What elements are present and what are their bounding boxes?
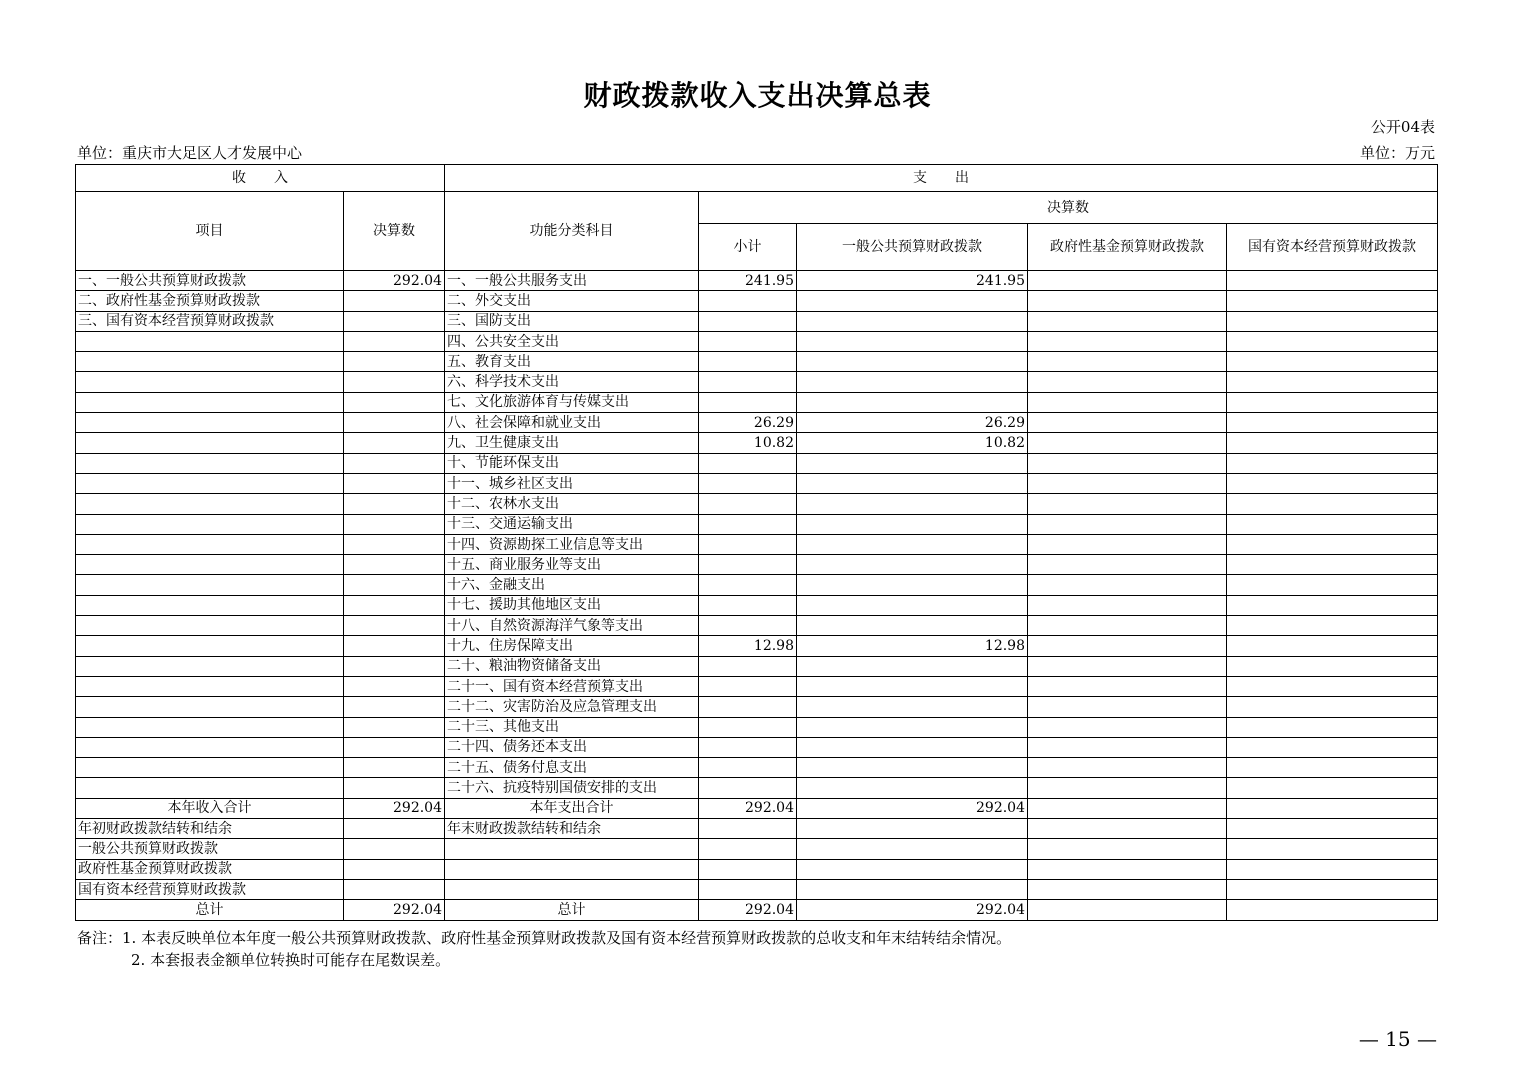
expense-subtotal: 26.29 xyxy=(699,413,797,433)
expense-item: 六、科学技术支出 xyxy=(445,372,699,392)
expense-subtotal xyxy=(699,778,797,798)
grand-total-row xyxy=(76,900,1438,920)
expense-state-capital xyxy=(1227,372,1438,392)
expense-item: 十、节能环保支出 xyxy=(445,453,699,473)
income-total-label: 本年收入合计 xyxy=(76,798,344,818)
expense-general-budget xyxy=(797,656,1028,676)
expense-item: 二十二、灾害防治及应急管理支出 xyxy=(445,697,699,717)
income-item xyxy=(76,636,344,656)
carryover-income-item: 年初财政拨款结转和结余 xyxy=(76,819,344,839)
expense-gov-fund xyxy=(1028,514,1227,534)
expense-gov-fund xyxy=(1028,311,1227,331)
table-row xyxy=(76,413,1438,433)
income-item xyxy=(76,413,344,433)
income-amount xyxy=(344,676,445,696)
income-amount xyxy=(344,514,445,534)
carryover-expense-amount xyxy=(1227,859,1438,879)
expense-general-budget xyxy=(797,494,1028,514)
table-row xyxy=(76,676,1438,696)
income-item xyxy=(76,473,344,493)
income-item xyxy=(76,575,344,595)
expense-gov-fund xyxy=(1028,534,1227,554)
income-amount xyxy=(344,656,445,676)
expense-general-budget xyxy=(797,514,1028,534)
expense-item: 九、卫生健康支出 xyxy=(445,433,699,453)
carryover-expense-amount xyxy=(1028,839,1227,859)
income-total-label: 总计 xyxy=(76,900,344,920)
table-row xyxy=(76,392,1438,412)
expense-item: 二十五、债务付息支出 xyxy=(445,758,699,778)
carryover-expense-item xyxy=(445,839,699,859)
expense-item: 十九、住房保障支出 xyxy=(445,636,699,656)
expense-general-budget xyxy=(797,595,1028,615)
table-row xyxy=(76,636,1438,656)
carryover-expense-amount xyxy=(1028,819,1227,839)
expense-gov-fund xyxy=(1028,737,1227,757)
expense-general-budget xyxy=(797,311,1028,331)
table-row xyxy=(76,271,1438,291)
expense-gov-fund xyxy=(1028,413,1227,433)
carryover-expense-item xyxy=(445,879,699,899)
expense-subtotal xyxy=(699,372,797,392)
expense-subtotal xyxy=(699,595,797,615)
expense-state-capital xyxy=(1227,311,1438,331)
income-item xyxy=(76,514,344,534)
expense-state-capital xyxy=(1227,778,1438,798)
expense-gov-fund xyxy=(1028,778,1227,798)
expense-subtotal xyxy=(699,494,797,514)
expense-general-budget xyxy=(797,758,1028,778)
expense-subtotal xyxy=(699,676,797,696)
carryover-income-item: 一般公共预算财政拨款 xyxy=(76,839,344,859)
expense-general-budget xyxy=(797,676,1028,696)
expense-gov-fund xyxy=(1028,616,1227,636)
income-item xyxy=(76,737,344,757)
carryover-expense-amount xyxy=(1028,879,1227,899)
expense-subtotal xyxy=(699,534,797,554)
fiscal-report-table xyxy=(75,164,1438,921)
expense-item: 十三、交通运输支出 xyxy=(445,514,699,534)
expense-general-budget: 26.29 xyxy=(797,413,1028,433)
expense-item: 二、外交支出 xyxy=(445,291,699,311)
income-amount xyxy=(344,494,445,514)
note-line-1: 备注：1. 本表反映单位本年度一般公共预算财政拨款、政府性基金预算财政拨款及国有资本经营预算财政拨款的总收支和年末结转结余情况。 xyxy=(77,929,1012,947)
expense-state-capital xyxy=(1227,555,1438,575)
expense-gov-fund xyxy=(1028,494,1227,514)
notes xyxy=(77,927,1011,971)
expense-item: 十七、援助其他地区支出 xyxy=(445,595,699,615)
carryover-income-amount xyxy=(344,859,445,879)
carryover-row xyxy=(76,879,1438,899)
expense-gov-fund xyxy=(1028,717,1227,737)
expense-gov-fund xyxy=(1028,352,1227,372)
expense-gov-fund xyxy=(1028,697,1227,717)
income-amount xyxy=(344,352,445,372)
carryover-expense-amount xyxy=(1227,819,1438,839)
expense-subtotal xyxy=(699,737,797,757)
table-row xyxy=(76,656,1438,676)
carryover-expense-amount xyxy=(797,859,1028,879)
expense-item: 三、国防支出 xyxy=(445,311,699,331)
expense-general-budget xyxy=(797,616,1028,636)
income-total-amount: 292.04 xyxy=(344,900,445,920)
carryover-income-amount xyxy=(344,839,445,859)
table-row xyxy=(76,737,1438,757)
expense-subtotal xyxy=(699,453,797,473)
table-row xyxy=(76,433,1438,453)
expense-general-budget xyxy=(797,737,1028,757)
expense-state-capital xyxy=(1227,473,1438,493)
table-row xyxy=(76,311,1438,331)
expense-general-budget: 12.98 xyxy=(797,636,1028,656)
carryover-row xyxy=(76,839,1438,859)
income-item xyxy=(76,697,344,717)
general-budget-header: 一般公共预算财政拨款 xyxy=(797,224,1028,271)
expense-gov-fund xyxy=(1028,636,1227,656)
carryover-expense-item: 年末财政拨款结转和结余 xyxy=(445,819,699,839)
income-item xyxy=(76,453,344,473)
expense-item: 十四、资源勘探工业信息等支出 xyxy=(445,534,699,554)
expense-general-budget xyxy=(797,778,1028,798)
income-amount xyxy=(344,413,445,433)
income-amount xyxy=(344,575,445,595)
expense-subtotal xyxy=(699,575,797,595)
income-item: 三、国有资本经营预算财政拨款 xyxy=(76,311,344,331)
income-amount xyxy=(344,331,445,351)
table-row xyxy=(76,758,1438,778)
expense-subtotal xyxy=(699,758,797,778)
expense-state-capital xyxy=(1227,433,1438,453)
expense-gov-fund xyxy=(1028,291,1227,311)
expense-general-budget xyxy=(797,291,1028,311)
income-amount xyxy=(344,737,445,757)
table-row xyxy=(76,616,1438,636)
expense-subtotal: 10.82 xyxy=(699,433,797,453)
expense-gov-fund xyxy=(1028,473,1227,493)
expense-subtotal xyxy=(699,311,797,331)
expense-general-budget xyxy=(797,697,1028,717)
income-amount xyxy=(344,636,445,656)
table-row xyxy=(76,778,1438,798)
income-item xyxy=(76,595,344,615)
expense-subtotal: 241.95 xyxy=(699,271,797,291)
expense-state-capital xyxy=(1227,413,1438,433)
income-item xyxy=(76,616,344,636)
expense-item: 四、公共安全支出 xyxy=(445,331,699,351)
income-amount xyxy=(344,534,445,554)
expense-gov-fund xyxy=(1028,575,1227,595)
expense-total-gov-fund xyxy=(1028,900,1227,920)
form-number: 公开04表 xyxy=(1370,118,1435,136)
expense-item: 十八、自然资源海洋气象等支出 xyxy=(445,616,699,636)
expense-general-budget xyxy=(797,453,1028,473)
expense-subtotal xyxy=(699,392,797,412)
expense-subtotal xyxy=(699,352,797,372)
expense-gov-fund xyxy=(1028,555,1227,575)
income-item xyxy=(76,372,344,392)
expense-item: 十二、农林水支出 xyxy=(445,494,699,514)
table-row xyxy=(76,555,1438,575)
carryover-expense-amount xyxy=(699,879,797,899)
table-row xyxy=(76,494,1438,514)
income-amount xyxy=(344,758,445,778)
expense-state-capital xyxy=(1227,534,1438,554)
expense-general-budget xyxy=(797,534,1028,554)
carryover-income-item: 国有资本经营预算财政拨款 xyxy=(76,879,344,899)
expense-subtotal: 12.98 xyxy=(699,636,797,656)
table-row xyxy=(76,514,1438,534)
expense-general-budget xyxy=(797,473,1028,493)
currency-unit: 单位：万元 xyxy=(1359,144,1435,162)
expense-total-general-budget: 292.04 xyxy=(797,798,1028,818)
expense-state-capital xyxy=(1227,697,1438,717)
expense-state-capital xyxy=(1227,575,1438,595)
expense-gov-fund xyxy=(1028,595,1227,615)
carryover-expense-amount xyxy=(699,859,797,879)
income-item xyxy=(76,331,344,351)
final-amount-header: 决算数 xyxy=(699,192,1438,224)
expense-state-capital xyxy=(1227,392,1438,412)
expense-general-budget xyxy=(797,555,1028,575)
table-row xyxy=(76,534,1438,554)
income-item: 一、一般公共预算财政拨款 xyxy=(76,271,344,291)
expense-general-budget xyxy=(797,372,1028,392)
expense-state-capital xyxy=(1227,656,1438,676)
amount-header: 决算数 xyxy=(344,192,445,271)
expense-general-budget xyxy=(797,352,1028,372)
expense-subtotal xyxy=(699,514,797,534)
income-item xyxy=(76,392,344,412)
carryover-row xyxy=(76,859,1438,879)
expense-item: 二十四、债务还本支出 xyxy=(445,737,699,757)
expense-subtotal xyxy=(699,331,797,351)
carryover-expense-item xyxy=(445,859,699,879)
expense-gov-fund xyxy=(1028,453,1227,473)
income-amount xyxy=(344,433,445,453)
expense-gov-fund xyxy=(1028,676,1227,696)
expense-subtotal xyxy=(699,717,797,737)
table-row xyxy=(76,697,1438,717)
expense-gov-fund xyxy=(1028,392,1227,412)
page-number: — 15 — xyxy=(1358,1027,1437,1051)
income-item xyxy=(76,717,344,737)
income-item xyxy=(76,758,344,778)
expense-total-subtotal: 292.04 xyxy=(699,900,797,920)
income-amount xyxy=(344,616,445,636)
table-row xyxy=(76,595,1438,615)
expense-state-capital xyxy=(1227,291,1438,311)
carryover-expense-amount xyxy=(1227,839,1438,859)
table-row xyxy=(76,575,1438,595)
expense-total-state-capital xyxy=(1227,798,1438,818)
expense-subtotal xyxy=(699,473,797,493)
table-row xyxy=(76,331,1438,351)
function-subject-header: 功能分类科目 xyxy=(445,192,699,271)
expense-subtotal xyxy=(699,697,797,717)
expense-general-budget xyxy=(797,717,1028,737)
gov-fund-header: 政府性基金预算财政拨款 xyxy=(1028,224,1227,271)
expense-general-budget: 241.95 xyxy=(797,271,1028,291)
annual-total-row xyxy=(76,798,1438,818)
expense-state-capital xyxy=(1227,717,1438,737)
income-item xyxy=(76,676,344,696)
carryover-expense-amount xyxy=(1028,859,1227,879)
expense-state-capital xyxy=(1227,494,1438,514)
expense-header: 支 出 xyxy=(445,165,1438,192)
income-amount xyxy=(344,311,445,331)
income-amount xyxy=(344,453,445,473)
carryover-row xyxy=(76,819,1438,839)
income-amount xyxy=(344,473,445,493)
expense-subtotal xyxy=(699,555,797,575)
carryover-expense-amount xyxy=(797,819,1028,839)
expense-general-budget: 10.82 xyxy=(797,433,1028,453)
expense-total-gov-fund xyxy=(1028,798,1227,818)
income-total-amount: 292.04 xyxy=(344,798,445,818)
expense-subtotal xyxy=(699,656,797,676)
expense-item: 五、教育支出 xyxy=(445,352,699,372)
income-item xyxy=(76,534,344,554)
expense-state-capital xyxy=(1227,758,1438,778)
table-row xyxy=(76,291,1438,311)
expense-state-capital xyxy=(1227,676,1438,696)
note-line-2: 2. 本套报表金额单位转换时可能存在尾数误差。 xyxy=(131,951,451,969)
expense-subtotal xyxy=(699,291,797,311)
income-item: 二、政府性基金预算财政拨款 xyxy=(76,291,344,311)
expense-general-budget xyxy=(797,331,1028,351)
item-header: 项目 xyxy=(76,192,344,271)
expense-total-label: 总计 xyxy=(445,900,699,920)
expense-state-capital xyxy=(1227,737,1438,757)
expense-state-capital xyxy=(1227,636,1438,656)
expense-state-capital xyxy=(1227,453,1438,473)
income-header: 收 入 xyxy=(76,165,445,192)
income-item xyxy=(76,494,344,514)
expense-item: 十一、城乡社区支出 xyxy=(445,473,699,493)
state-capital-header: 国有资本经营预算财政拨款 xyxy=(1227,224,1438,271)
expense-general-budget xyxy=(797,392,1028,412)
expense-gov-fund xyxy=(1028,372,1227,392)
expense-state-capital xyxy=(1227,271,1438,291)
page-title: 财政拨款收入支出决算总表 xyxy=(583,79,932,112)
expense-gov-fund xyxy=(1028,331,1227,351)
expense-item: 二十六、抗疫特别国债安排的支出 xyxy=(445,778,699,798)
expense-state-capital xyxy=(1227,352,1438,372)
carryover-income-amount xyxy=(344,879,445,899)
subtotal-header: 小计 xyxy=(699,224,797,271)
reporting-unit: 单位：重庆市大足区人才发展中心 xyxy=(77,144,303,162)
expense-subtotal xyxy=(699,616,797,636)
income-amount xyxy=(344,372,445,392)
expense-item: 二十、粮油物资储备支出 xyxy=(445,656,699,676)
expense-general-budget xyxy=(797,575,1028,595)
expense-gov-fund xyxy=(1028,656,1227,676)
table-row xyxy=(76,352,1438,372)
table-row xyxy=(76,453,1438,473)
expense-state-capital xyxy=(1227,616,1438,636)
expense-item: 一、一般公共服务支出 xyxy=(445,271,699,291)
expense-total-general-budget: 292.04 xyxy=(797,900,1028,920)
expense-total-subtotal: 292.04 xyxy=(699,798,797,818)
income-amount xyxy=(344,778,445,798)
expense-state-capital xyxy=(1227,331,1438,351)
expense-item: 二十一、国有资本经营预算支出 xyxy=(445,676,699,696)
table-row xyxy=(76,473,1438,493)
carryover-expense-amount xyxy=(699,819,797,839)
income-item xyxy=(76,656,344,676)
expense-item: 十六、金融支出 xyxy=(445,575,699,595)
carryover-expense-amount xyxy=(1227,879,1438,899)
expense-item: 七、文化旅游体育与传媒支出 xyxy=(445,392,699,412)
carryover-income-amount xyxy=(344,819,445,839)
income-amount: 292.04 xyxy=(344,271,445,291)
expense-item: 二十三、其他支出 xyxy=(445,717,699,737)
carryover-expense-amount xyxy=(797,839,1028,859)
income-item xyxy=(76,433,344,453)
expense-state-capital xyxy=(1227,514,1438,534)
expense-gov-fund xyxy=(1028,433,1227,453)
expense-total-label: 本年支出合计 xyxy=(445,798,699,818)
carryover-expense-amount xyxy=(699,839,797,859)
expense-item: 十五、商业服务业等支出 xyxy=(445,555,699,575)
income-amount xyxy=(344,291,445,311)
income-item xyxy=(76,352,344,372)
carryover-expense-amount xyxy=(797,879,1028,899)
expense-state-capital xyxy=(1227,595,1438,615)
expense-item: 八、社会保障和就业支出 xyxy=(445,413,699,433)
income-amount xyxy=(344,595,445,615)
income-item xyxy=(76,778,344,798)
table-row xyxy=(76,717,1438,737)
income-amount xyxy=(344,555,445,575)
table-row xyxy=(76,372,1438,392)
income-amount xyxy=(344,717,445,737)
income-item xyxy=(76,555,344,575)
income-amount xyxy=(344,392,445,412)
income-amount xyxy=(344,697,445,717)
expense-total-state-capital xyxy=(1227,900,1438,920)
expense-gov-fund xyxy=(1028,271,1227,291)
carryover-income-item: 政府性基金预算财政拨款 xyxy=(76,859,344,879)
expense-gov-fund xyxy=(1028,758,1227,778)
